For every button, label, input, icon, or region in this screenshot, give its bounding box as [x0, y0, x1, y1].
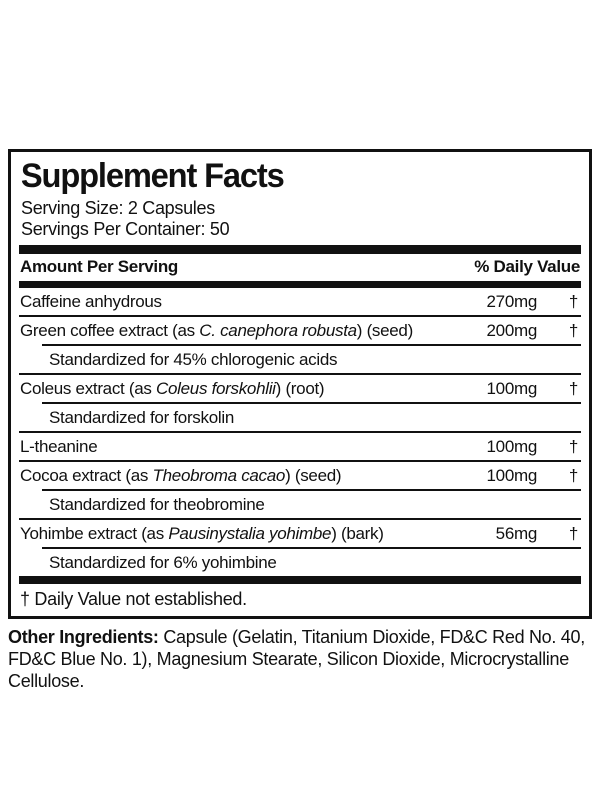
- panel-title: Supplement Facts: [20, 157, 284, 195]
- ingredient-row: [19, 373, 581, 402]
- ingredient-row: [19, 518, 581, 547]
- ingredient-row: [19, 431, 581, 460]
- other-ingredients: [8, 627, 590, 693]
- ingredient-amount: 200mg: [486, 320, 537, 340]
- ingredient-amount: 100mg: [486, 378, 537, 398]
- daily-value-dagger: †: [568, 378, 578, 398]
- ingredient-name: Yohimbe extract (as Pausinystalia yohimbe) (bark): [20, 523, 384, 543]
- ingredient-name: L-theanine: [20, 436, 98, 456]
- ingredient-row: [19, 288, 581, 315]
- divider-bar-bottom: [19, 576, 581, 584]
- column-header-row: [19, 254, 581, 281]
- ingredient-amount: 56mg: [495, 523, 537, 543]
- ingredient-name: Cocoa extract (as Theobroma cacao) (seed): [20, 465, 342, 485]
- standardization-note: Standardized for 45% chlorogenic acids: [42, 344, 581, 373]
- other-ingredients-label: Other Ingredients:: [8, 626, 159, 647]
- ingredient-row: [19, 460, 581, 489]
- standardization-note: Standardized for 6% yohimbine: [42, 547, 581, 576]
- other-ingredients-text: Capsule (Gelatin, Titanium Dioxide, FD&C Red No. 40, FD&C Blue No. 1), Magnesium Stearate, Silicon Dioxide, Microcrystalline Cellulose.: [8, 626, 585, 691]
- column-header-daily-value: % Daily Value: [474, 256, 580, 276]
- daily-value-dagger: †: [568, 436, 578, 456]
- daily-value-footnote: † Daily Value not established.: [20, 588, 247, 609]
- standardization-note: Standardized for theobromine: [42, 489, 581, 518]
- daily-value-dagger: †: [568, 291, 578, 311]
- divider-bar-top: [19, 245, 581, 254]
- column-header-amount: Amount Per Serving: [20, 256, 179, 276]
- daily-value-dagger: †: [568, 465, 578, 485]
- ingredient-name: Caffeine anhydrous: [20, 291, 162, 311]
- serving-size: Serving Size: 2 Capsules: [21, 197, 215, 218]
- standardization-note: Standardized for forskolin: [42, 402, 581, 431]
- ingredient-name: Green coffee extract (as C. canephora robusta) (seed): [20, 320, 413, 340]
- ingredient-name: Coleus extract (as Coleus forskohlii) (root): [20, 378, 325, 398]
- ingredient-amount: 100mg: [486, 436, 537, 456]
- servings-per-container: Servings Per Container: 50: [21, 219, 230, 240]
- ingredient-row: [19, 315, 581, 344]
- daily-value-dagger: †: [568, 320, 578, 340]
- supplement-facts-panel: [8, 149, 592, 619]
- daily-value-dagger: †: [568, 523, 578, 543]
- ingredient-amount: 100mg: [486, 465, 537, 485]
- ingredient-amount: 270mg: [486, 291, 537, 311]
- divider-bar-header: [19, 281, 581, 288]
